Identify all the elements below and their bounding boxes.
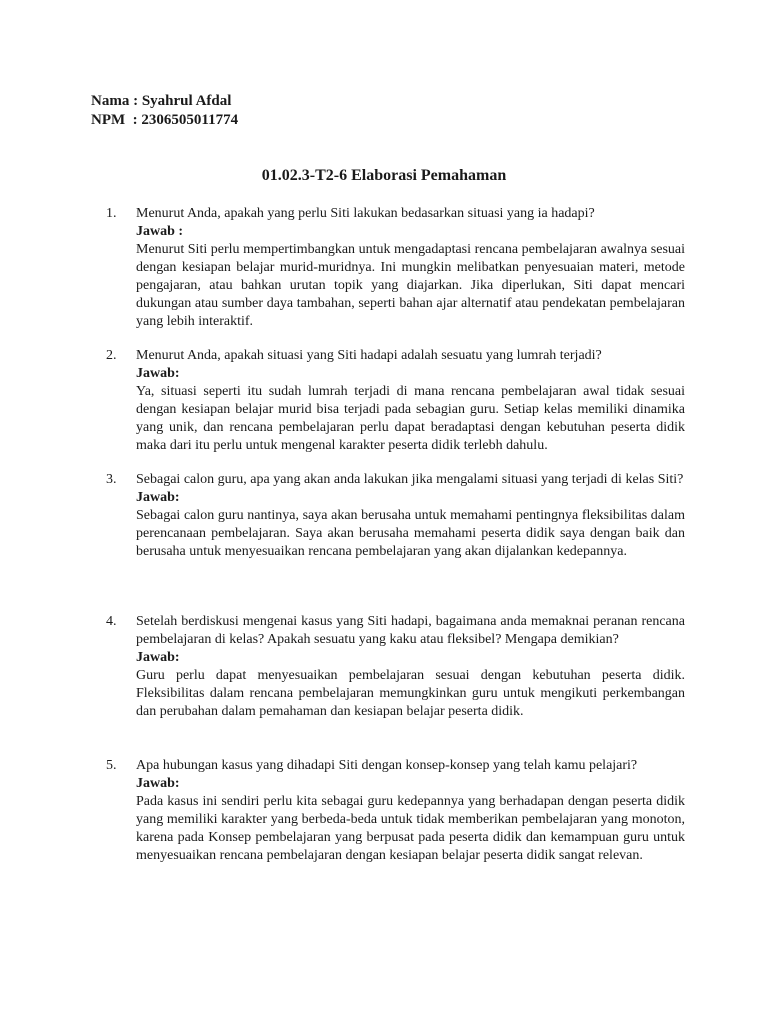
answer-text: Menurut Siti perlu mempertimbangkan untuk mengadaptasi rencana pembelajaran awalnya sesuai dengan kesiapan belajar murid-muridnya. Ini mungkin melibatkan penyesuaian materi, metode pengajaran, atau bahkan urutan topik yang diajarkan. Jika diperlukan, Siti dapat mencari dukungan atau sumber daya tambahan, seperti bahan ajar alternatif atau pendekatan pembelajaran yang lebih interaktif. bbox=[136, 242, 685, 329]
student-name: Nama : Syahrul Afdal bbox=[91, 93, 232, 109]
question-body bbox=[136, 471, 685, 561]
student-npm: NPM : 2306505011774 bbox=[91, 112, 239, 128]
answer-text: Guru perlu dapat menyesuaikan pembelajaran sesuai dengan kebutuhan peserta didik. Fleksibilitas dalam rencana pembelajaran memungkinkan guru untuk mengikuti perkembangan dan perubahan dalam pemahaman dan kesiapan belajar peserta didik. bbox=[136, 668, 685, 719]
question-body bbox=[136, 613, 685, 721]
question-text: Menurut Anda, apakah yang perlu Siti lakukan bedasarkan situasi yang ia hadapi? bbox=[136, 206, 595, 221]
answer-text: Pada kasus ini sendiri perlu kita sebagai guru kedepannya yang berhadapan dengan peserta didik yang memiliki karakter yang berbeda-beda untuk tidak memberikan pembelajaran yang monoton, karena pada Konsep pembelajaran yang berpusat pada peserta didik dan kemampuan guru untuk menyesuaikan rencana pembelajaran dengan kesiapan belajar peserta didik sangat relevan. bbox=[136, 794, 685, 863]
question-body bbox=[136, 347, 685, 455]
document-title: 01.02.3-T2-6 Elaborasi Pemahaman bbox=[261, 167, 507, 184]
question-text: Sebagai calon guru, apa yang akan anda lakukan jika mengalami situasi yang terjadi di kelas Siti? bbox=[136, 472, 684, 487]
question-text: Setelah berdiskusi mengenai kasus yang Siti hadapi, bagaimana anda memaknai peranan rencana pembelajaran di kelas? Apakah sesuatu yang kaku atau fleksibel? Mengapa demikian? bbox=[136, 614, 685, 647]
question-body bbox=[136, 757, 685, 865]
question-number: 4. bbox=[106, 614, 117, 629]
answer-label: Jawab: bbox=[136, 366, 180, 381]
question-number: 3. bbox=[106, 472, 117, 487]
student-identity bbox=[91, 92, 238, 130]
answer-label: Jawab : bbox=[136, 224, 184, 239]
answer-text: Sebagai calon guru nantinya, saya akan berusaha untuk memahami pentingnya fleksibilitas dalam perencanaan pembelajaran. Saya akan berusaha memahami peserta didik saya dengan baik dan berusaha untuk menyesuaikan rencana pembelajaran yang akan dijalankan kedepannya. bbox=[136, 508, 685, 559]
answer-label: Jawab: bbox=[136, 650, 180, 665]
question-text: Apa hubungan kasus yang dihadapi Siti dengan konsep-konsep yang telah kamu pelajari? bbox=[136, 758, 638, 773]
answer-text: Ya, situasi seperti itu sudah lumrah terjadi di mana rencana pembelajaran awal tidak sesuai dengan kesiapan belajar murid bisa terjadi pada sebagian guru. Setiap kelas memiliki dinamika yang unik, dan rencana pembelajaran perlu dapat beradaptasi dengan kebutuhan peserta didik maka dari itu perlu untuk mengenal karakter peserta didik terlebh dahulu. bbox=[136, 384, 685, 453]
answer-label: Jawab: bbox=[136, 490, 180, 505]
question-number: 2. bbox=[106, 348, 117, 363]
question-number: 1. bbox=[106, 206, 117, 221]
question-body bbox=[136, 205, 685, 331]
question-text: Menurut Anda, apakah situasi yang Siti hadapi adalah sesuatu yang lumrah terjadi? bbox=[136, 348, 602, 363]
answer-label: Jawab: bbox=[136, 776, 180, 791]
question-number: 5. bbox=[106, 758, 117, 773]
